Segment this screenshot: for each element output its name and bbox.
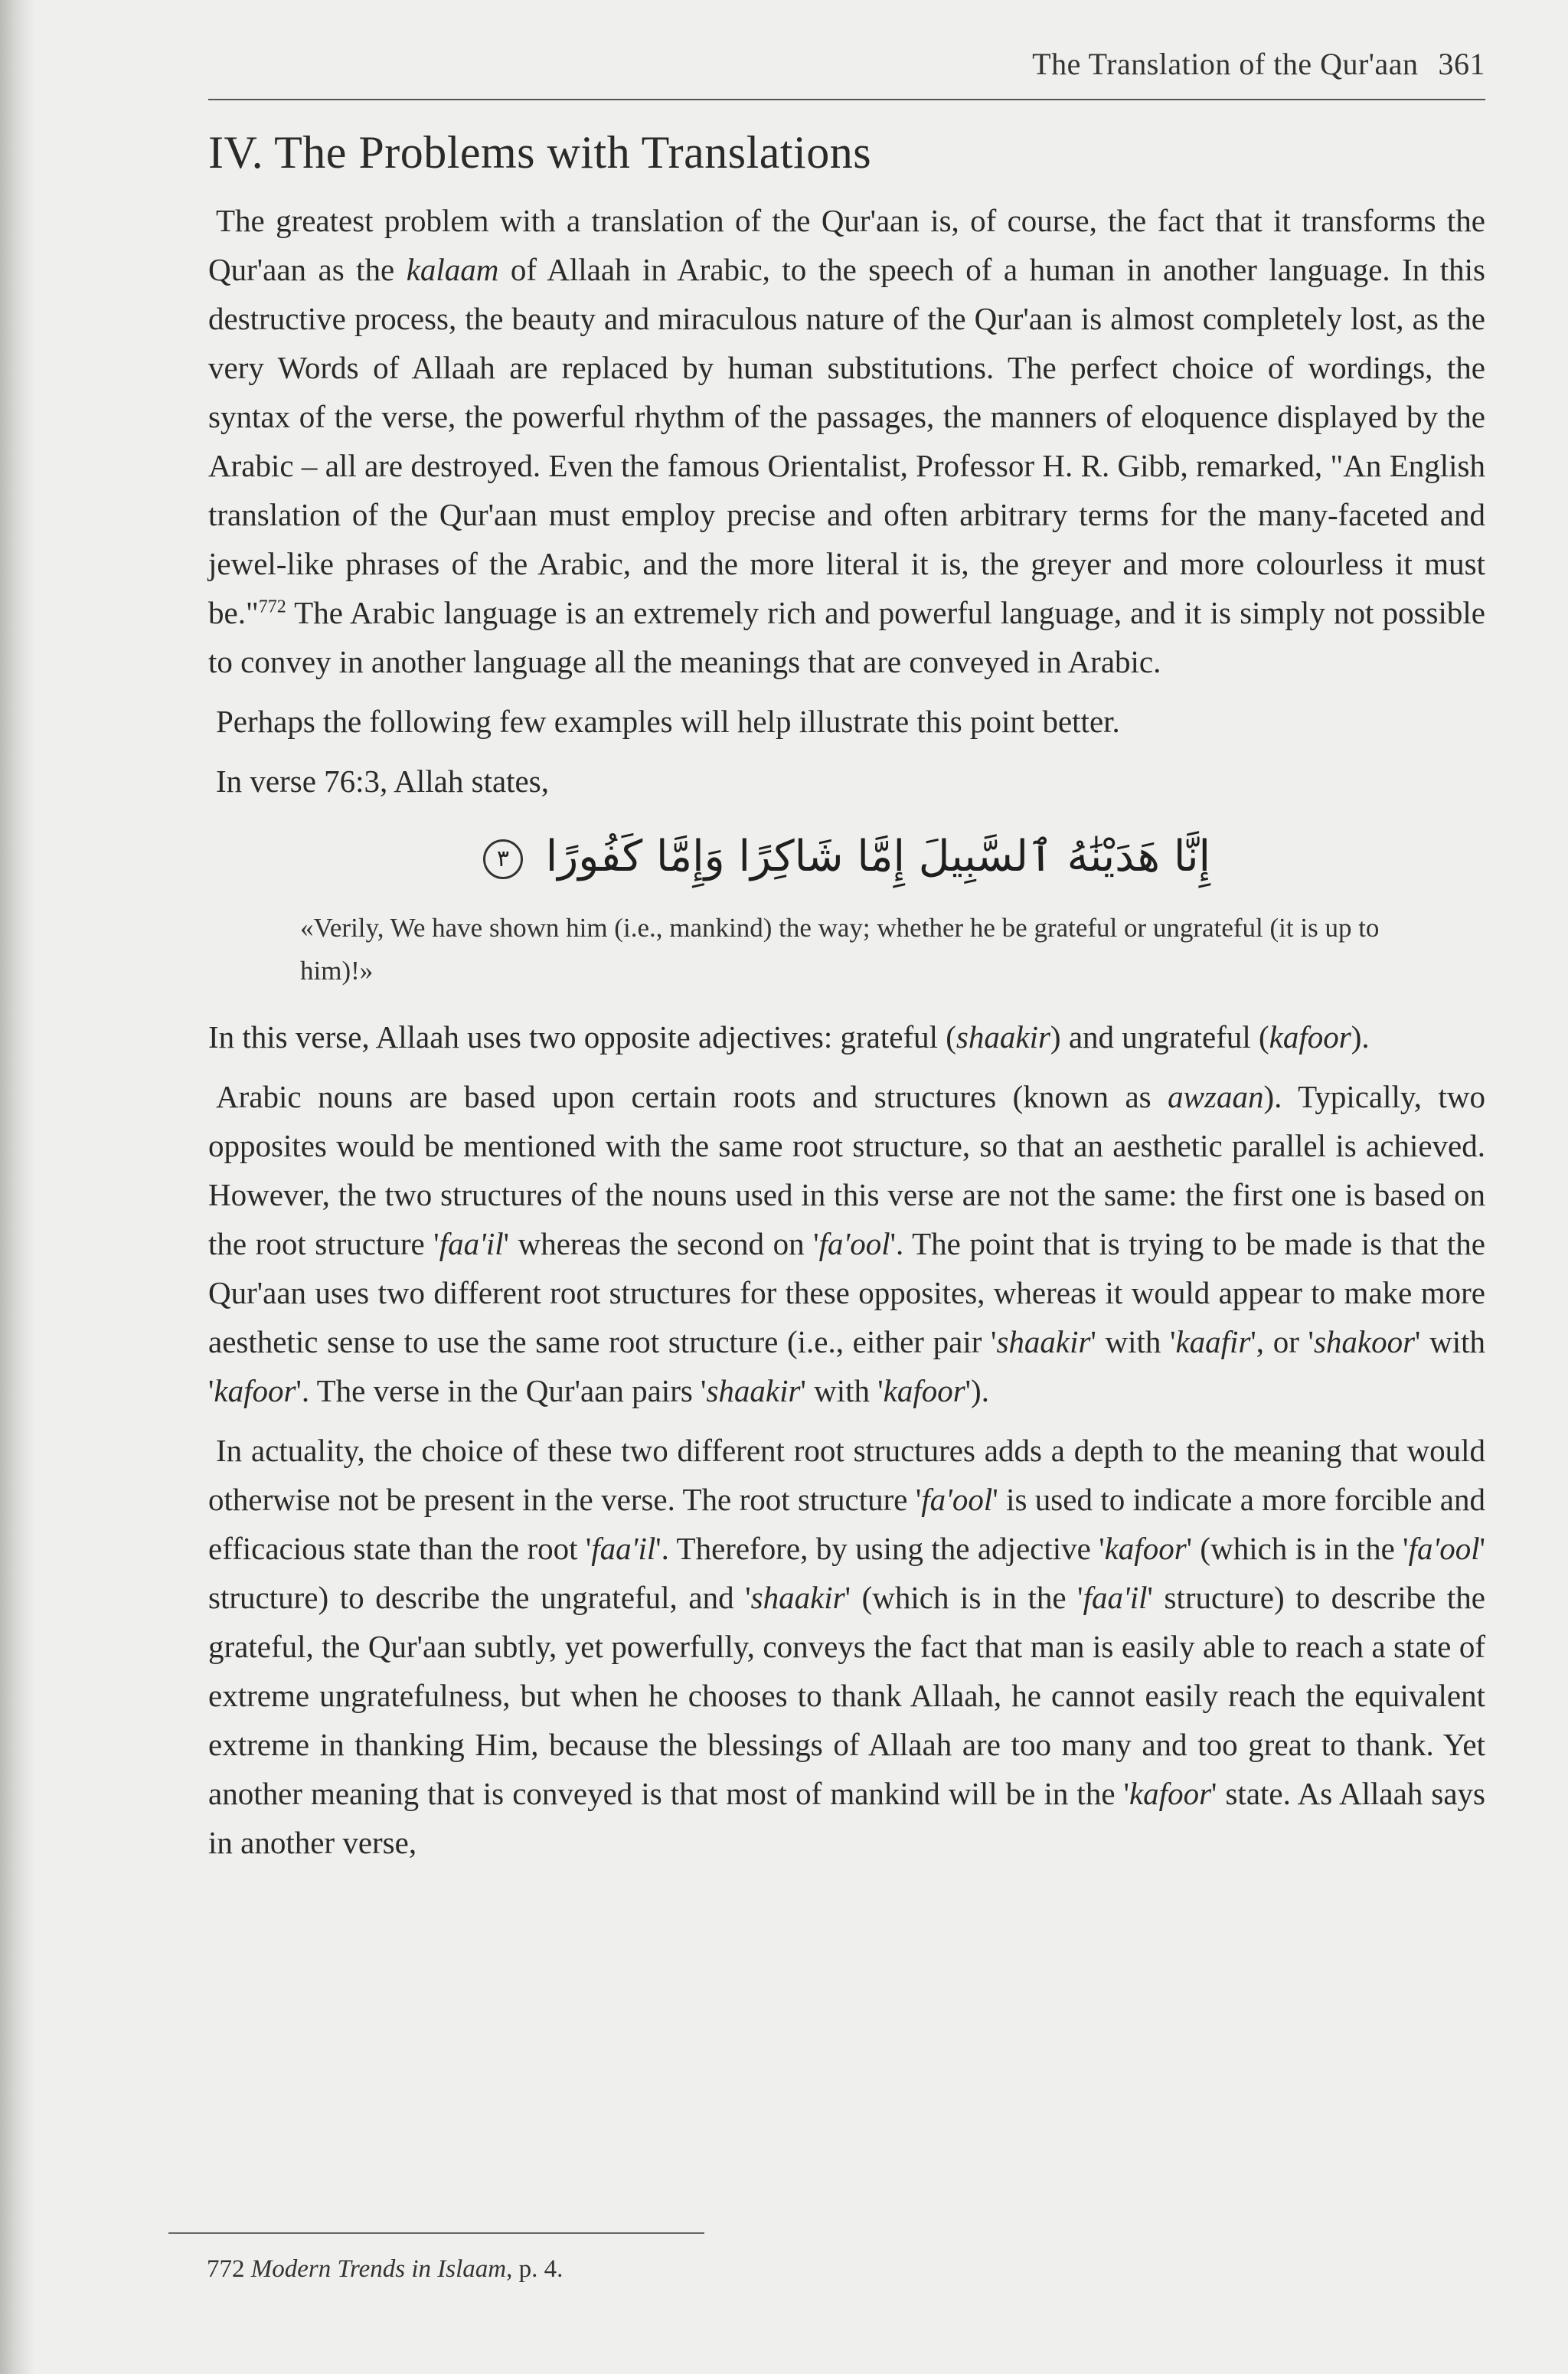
book-page: [208, 46, 1485, 1878]
paragraph-6: In actuality, the choice of these two different root structures adds a depth to the meaning that would otherwise not be present in the verse. The root structure 'fa'ool' is used to indicate a more forcible and efficacious state than the root 'faa'il'. Therefore, by using the adjective 'kafoor' (which is in the 'fa'ool' structure) to describe the ungrateful, and 'shaakir' (which is in the 'faa'il' structure) to describe the grateful, the Qur'aan subtly, yet powerfully, conveys the fact that man is easily able to reach a state of extreme ungratefulness, but when he chooses to thank Allaah, he cannot easily reach the equivalent extreme in thanking Him, because the blessings of Allaah are too many and too great to thank. Yet another meaning that is conveyed is that most of mankind will be in the 'kafoor' state. As Allaah says in another verse,: [208, 1433, 1486, 1860]
italic-term: kalaam: [406, 252, 499, 287]
running-head-title: The Translation of the Qur'aan: [1032, 47, 1419, 81]
body-text: [208, 196, 1485, 1867]
verse-translation: «Verily, We have shown him (i.e., mankind) the way; whether he be grateful or ungrateful (it is up to him)!»: [300, 913, 1380, 986]
footnote-number: 772: [207, 2255, 245, 2283]
paragraph-1: The greatest problem with a translation of the Qur'aan is, of course, the fact that it transforms the Qur'aan as the kalaam of Allaah in Arabic, to the speech of a human in another language. In this destructive process, the beauty and miraculous nature of the Qur'aan is almost completely lost, as the very Words of Allaah are replaced by human substitutions. The perfect choice of wordings, the syntax of the verse, the powerful rhythm of the passages, the manners of eloquence displayed by the Arabic – all are destroyed. Even the famous Orientalist, Professor H. R. Gibb, remarked, "An English translation of the Qur'aan must employ precise and often arbitrary terms for the many-faceted and jewel-like phrases of the Arabic, and the more literal it is, the greyer and more colourless it must be."$^{772}$ The Arabic language is an extremely rich and powerful language, and it is simply not possible to convey in another language all the meanings that are conveyed in Arabic.: [208, 203, 1485, 679]
page-binding-shadow: [0, 0, 35, 2374]
footnote-divider: [168, 2232, 704, 2234]
paragraph-5: Arabic nouns are based upon certain roots and structures (known as awzaan). Typically, two opposites would be mentioned with the same root structure, so that an aesthetic parallel is achieved. However, the two structures of the nouns used in this verse are not the same: the first one is based on the root structure 'faa'il' whereas the second on 'fa'ool'. The point that is trying to be made is that the Qur'aan uses two different root structures for these opposites, whereas it would appear to make more aesthetic sense to use the same root structure (i.e., either pair 'shaakir' with 'kaafir', or 'shakoor' with 'kafoor'. The verse in the Qur'aan pairs 'shaakir' with 'kafoor').: [208, 1079, 1485, 1408]
footnote-title: Modern Trends in Islaam: [250, 2255, 507, 2283]
section-title: The Problems with Translations: [274, 127, 872, 178]
paragraph-3: In verse 76:3, Allah states,: [216, 764, 549, 799]
footnote: [207, 2255, 563, 2284]
footnote-reference: 772: [258, 597, 286, 617]
running-head: [208, 46, 1485, 100]
footnote-page: , p. 4.: [506, 2255, 564, 2283]
section-number: IV.: [208, 127, 264, 178]
arabic-verse-text: إِنَّا هَدَيْنَٰهُ ٱلسَّبِيلَ إِمَّا شَاكِرًا وَإِمَّا كَفُورًا: [545, 832, 1211, 881]
section-heading: [208, 126, 1485, 179]
arabic-verse: [208, 822, 1485, 891]
paragraph-4: In this verse, Allaah uses two opposite adjectives: grateful (shaakir) and ungrateful (kafoor).: [208, 1019, 1370, 1055]
verse-number-marker: ٣: [483, 839, 523, 879]
page-number: 361: [1438, 47, 1485, 81]
paragraph-2: Perhaps the following few examples will help illustrate this point better.: [216, 704, 1120, 739]
